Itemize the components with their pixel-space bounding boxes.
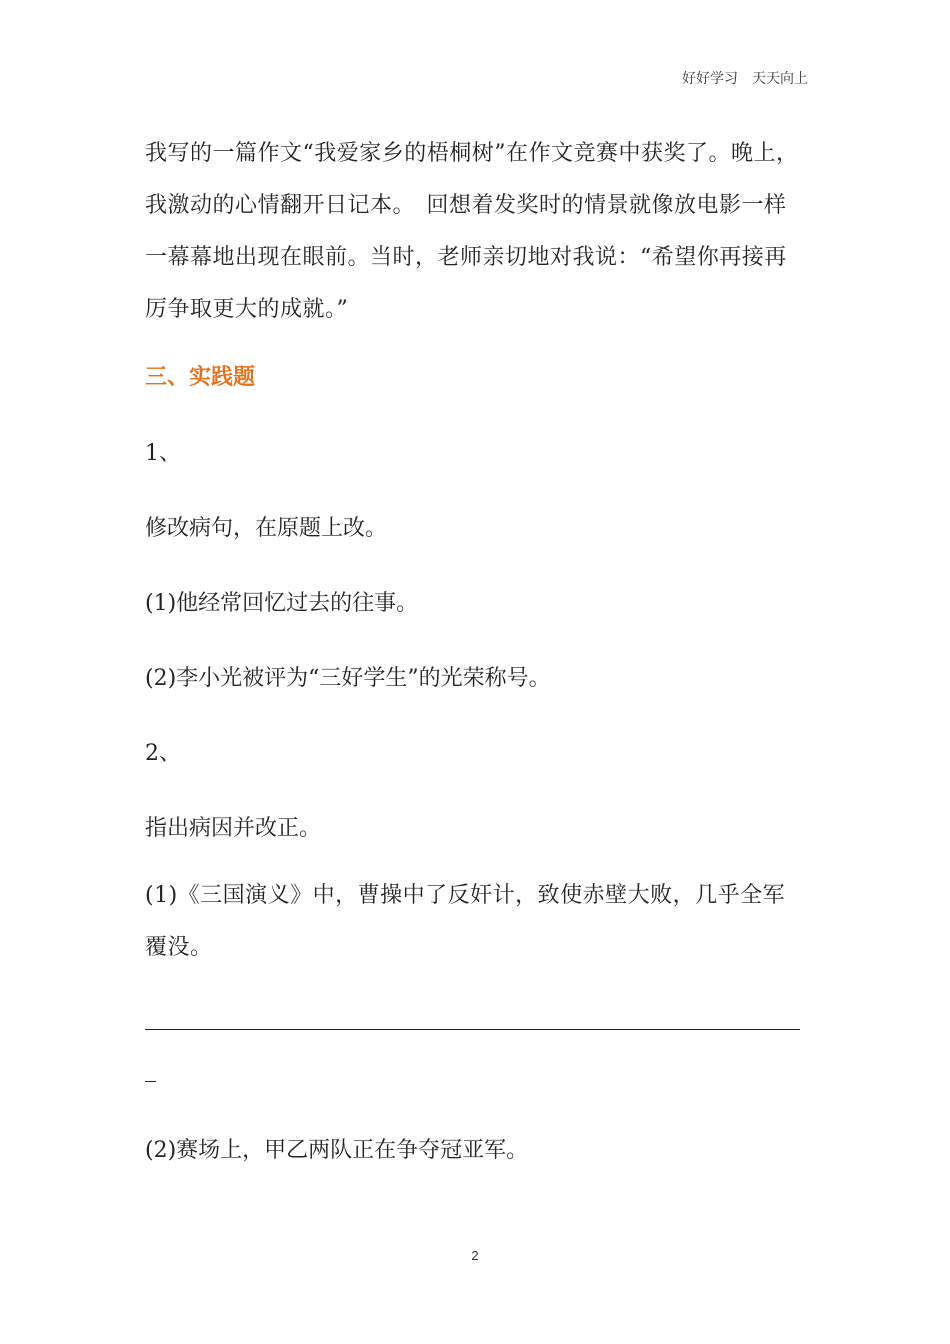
intro-paragraph: 我写的一篇作文“我爱家乡的梧桐树”在作文竞赛中获奖了。晚上，我激动的心情翻开日记本。 回想着发奖时的情景就像放电影一样一幕幕地出现在眼前。当时，老师亲切地对我说：“希望你再接再厉争取更大的成就。” xyxy=(145,141,799,322)
section-title: 三、实践题 xyxy=(145,365,256,390)
question-1-item-1: (1)他经常回忆过去的往事。 xyxy=(145,591,419,616)
answer-line[interactable] xyxy=(145,1029,800,1030)
question-1-instruction: 修改病句，在原题上改。 xyxy=(145,516,388,541)
question-2-instruction: 指出病因并改正。 xyxy=(145,816,322,841)
question-2-number: 2、 xyxy=(145,741,181,766)
question-1-number: 1、 xyxy=(145,441,181,466)
answer-line-continuation xyxy=(145,1081,156,1082)
question-2-item-2: (2)赛场上，甲乙两队正在争夺冠亚军。 xyxy=(145,1138,529,1163)
question-1-item-2: (2)李小光被评为“三好学生”的光荣称号。 xyxy=(145,666,551,691)
page-number: 2 xyxy=(471,1248,479,1263)
question-2-item-1: (1)《三国演义》中，曹操中了反奸计，致使赤壁大败，几乎全军覆没。 xyxy=(145,883,786,960)
page-header: 好好学习 天天向上 xyxy=(682,71,808,87)
